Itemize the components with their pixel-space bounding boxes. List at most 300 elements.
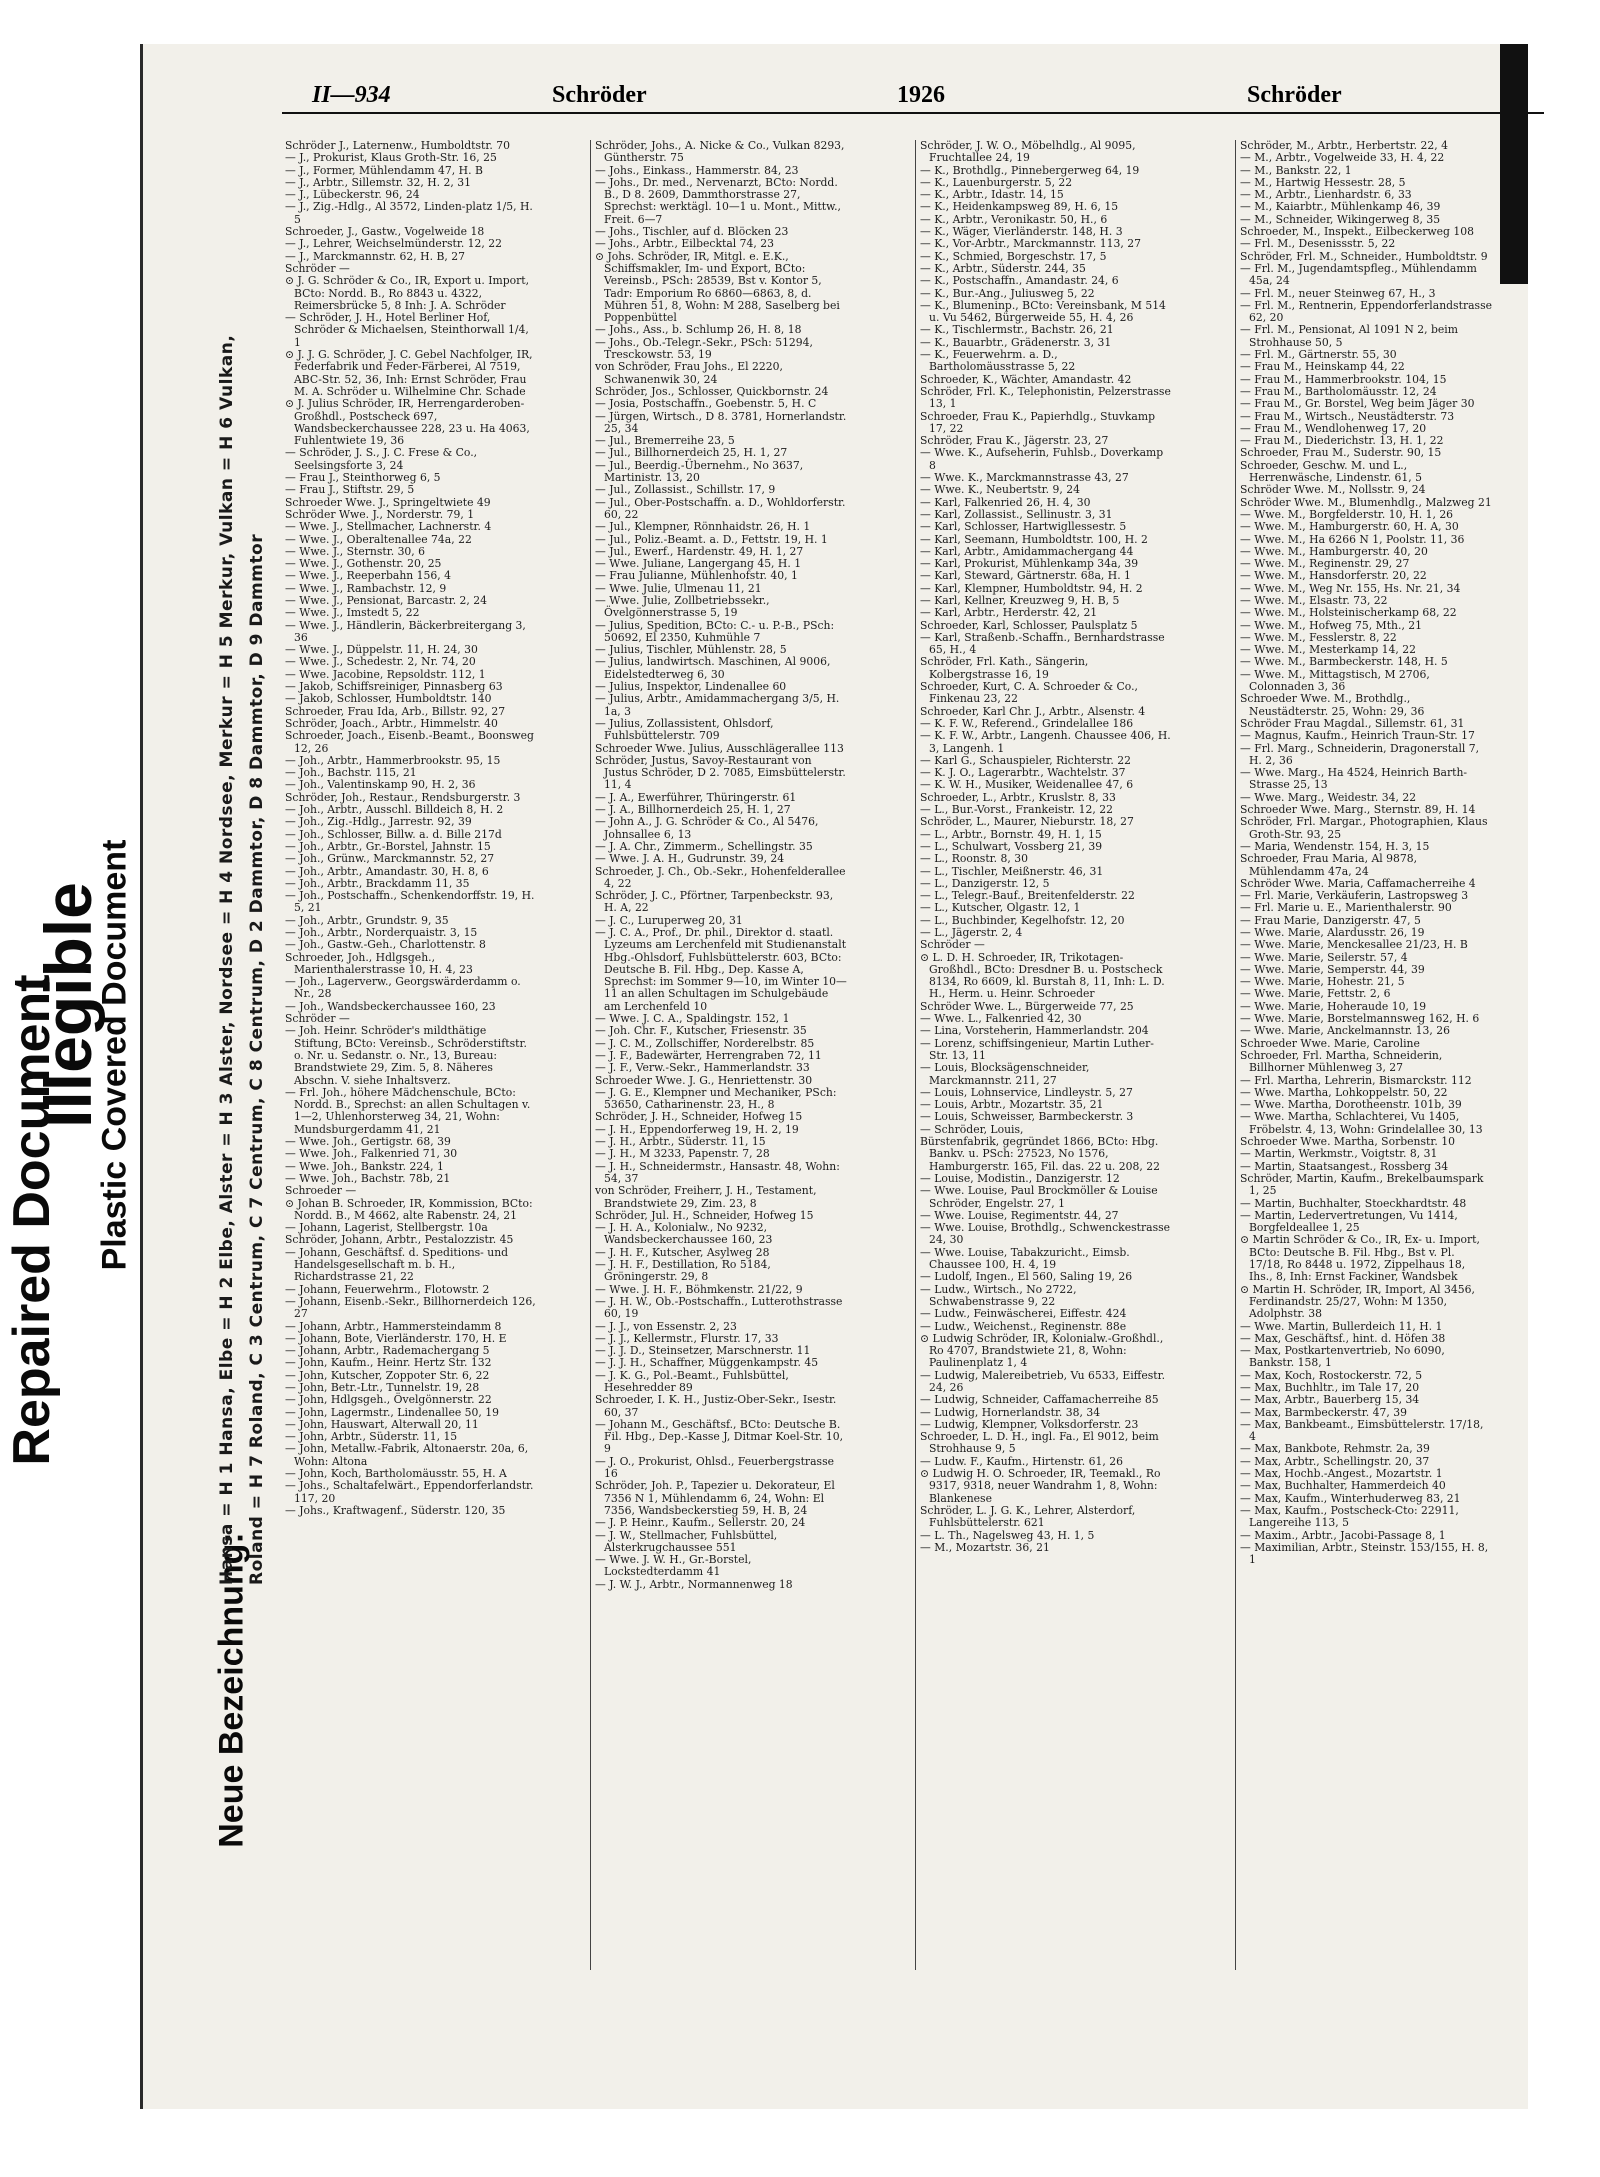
header-right-title: Schröder	[1247, 82, 1342, 108]
directory-entry: Schröder, Joh., Restaur., Rendsburgerstr. 3	[285, 790, 521, 804]
directory-entry: Schroeder Wwe. M., Brothdlg., Neustädterstr. 25, Wohn: 29, 36	[1240, 692, 1425, 718]
directory-entry: — Frl. Marg., Schneiderin, Dragonerstall 7, H. 2, 36	[1240, 741, 1480, 767]
directory-entry: Schröder, Jul. H., Schneider, Hofweg 15	[595, 1208, 814, 1222]
directory-entry: — Karl, Seemann, Humboldtstr. 100, H. 2	[920, 532, 1148, 546]
directory-entry: — Karl, Kellner, Kreuzweg 9, H. B, 5	[920, 593, 1120, 607]
directory-entry: — Joh., Gastw.-Geh., Charlottenstr. 8	[285, 938, 486, 952]
directory-entry: — Julius, Inspektor, Lindenallee 60	[595, 680, 787, 694]
directory-entry: — Wwe. M., Borgfelderstr. 10, H. 1, 26	[1240, 507, 1454, 521]
directory-entry: — K., Arbtr., Idastr. 14, 15	[920, 188, 1064, 202]
directory-entry: — L., Bur.-Vorst., Frankeistr. 12, 22	[920, 803, 1113, 817]
directory-entry: ⊙ Johan B. Schroeder, IR, Kommission, BCto: Nordd. B., M 4662, alte Rabenstr. 24, 21	[285, 1196, 533, 1222]
directory-entry: — Wwe. Marie, Semperstr. 44, 39	[1240, 962, 1425, 976]
directory-entry: — Wwe. M., Hamburgerstr. 40, 20	[1240, 544, 1428, 558]
directory-entry: — J. J., von Essenstr. 2, 23	[595, 1319, 737, 1333]
directory-entry: — J. J. D., Steinsetzer, Marschnerstr. 11	[595, 1344, 811, 1358]
page-header	[282, 82, 1544, 114]
directory-entry: — Frl. M., Desenissstr. 5, 22	[1240, 237, 1396, 251]
directory-entry: Schröder Frau Magdal., Sillemstr. 61, 31	[1240, 716, 1465, 730]
directory-entry: — Frau J., Stiftstr. 29, 5	[285, 483, 415, 497]
directory-entry: — M., Hartwig Hessestr. 28, 5	[1240, 175, 1406, 189]
directory-entry: — Wwe. J., Imstedt 5, 22	[285, 606, 420, 620]
directory-entry: — Wwe. M., Fesslerstr. 8, 22	[1240, 630, 1397, 644]
directory-entry: — Wwe. Louise, Brothdlg., Schwenckestrasse 24, 30	[920, 1221, 1171, 1247]
directory-entry: — Schröder, J. H., Hotel Berliner Hof, Schröder & Michaelsen, Steinthorwall 1/4, 1	[285, 311, 529, 349]
directory-entry: — Wwe. Marie, Fettstr. 2, 6	[1240, 987, 1391, 1001]
directory-entry: — J. O., Prokurist, Ohlsd., Feuerbergstrasse 16	[595, 1454, 835, 1481]
directory-entry: — Louis, Schweisser, Barmbeckerstr. 3	[920, 1110, 1134, 1124]
directory-entry: — K., Feuerwehrm. a. D., Bartholomäusstrasse 5, 22	[920, 348, 1076, 374]
directory-entry: — Wwe. M., Hamburgerstr. 60, H. A, 30	[1240, 520, 1459, 534]
directory-entry: ⊙ Johs. Schröder, IR, Mitgl. e. E.K., Schiffsmakler, Im- und Export, BCto: Vereinsb., PSch: 28539, Bst v. Kontor 5, Tadr: Emporium Ro 6860—6863, 8, d. Mühren 51, 8, Wohn: M 288, Saselberg bei Poppenbüttel	[595, 249, 840, 325]
directory-entry: — Ludwig, Klempner, Volksdorferstr. 23	[920, 1417, 1139, 1431]
directory-entry: — Josia, Postschaffn., Goebenstr. 5, H. C	[595, 397, 817, 411]
directory-entry: — Wwe. J., Düppelstr. 11, H. 24, 30	[285, 643, 478, 657]
directory-entry: — Max, Buchhltr., im Tale 17, 20	[1240, 1380, 1420, 1394]
directory-entry: — Wwe. M., Ha 6266 N 1, Poolstr. 11, 36	[1240, 532, 1465, 546]
directory-entry: ⊙ J. J. G. Schröder, J. C. Gebel Nachfolger, IR, Federfabrik und Feder-Färberei, Al 7519, ABC-Str. 52, 36, Inh: Ernst Schröder, Frau M. A. Schröder u. Wilhelmine Chr. Schade	[285, 348, 533, 398]
directory-entry: — J. W., Stellmacher, Fuhlsbüttel, Alsterkrugchaussee 551	[595, 1528, 778, 1554]
directory-entry: — Wwe. J., Gothenstr. 20, 25	[285, 557, 442, 571]
directory-entry: — Frl. Joh., höhere Mädchenschule, BCto: Nordd. B., Sprechst: an allen Schultagen v. 1—2, Uhlenhorsterweg 34, 21, Wohn: Mundsburgerdamm 41, 21	[285, 1085, 531, 1136]
directory-entry: Schroeder, Kurt, C. A. Schroeder & Co., Finkenau 23, 22	[920, 680, 1138, 706]
directory-column-3	[920, 140, 1172, 1975]
directory-entry: Schroeder, Frau K., Papierhdlg., Stuvkamp 17, 22	[920, 409, 1156, 435]
directory-entry: — Wwe. Jacobine, Repsoldstr. 112, 1	[285, 667, 486, 681]
directory-entry: Schröder Wwe. M., Nollsstr. 9, 24	[1240, 483, 1426, 497]
directory-entry: Schröder, Johs., A. Nicke & Co., Vulkan 8293, Güntherstr. 75	[595, 140, 845, 165]
directory-entry: — Wwe. Marie, Menckesallee 21/23, H. B	[1240, 938, 1468, 952]
directory-entry: — Wwe. Louise, Regimentstr. 44, 27	[920, 1208, 1119, 1222]
directory-entry: — Johs., Einkass., Hammerstr. 84, 23	[595, 163, 799, 177]
directory-entry: — Lorenz, schiffsingenieur, Martin Luther-Str. 13, 11	[920, 1036, 1154, 1062]
directory-entry: — J. H., Schneidermstr., Hansastr. 48, Wohn: 54, 37	[595, 1159, 840, 1185]
directory-column-2	[595, 140, 847, 1975]
directory-entry: Schröder, Frl. M., Schneider., Humboldtstr. 9	[1240, 249, 1488, 263]
directory-entry: — Louise, Modistin., Danzigerstr. 12	[920, 1171, 1120, 1185]
directory-entry: — J. A., Billhornerdeich 25, H. 1, 27	[595, 803, 791, 817]
directory-entry: — Schröder, J. S., J. C. Frese & Co., Seelsingsforte 3, 24	[285, 446, 478, 472]
directory-entry: — K., Lauenburgerstr. 5, 22	[920, 175, 1073, 189]
directory-entry: — Joh., Arbtr., Amandastr. 30, H. 8, 6	[285, 864, 489, 878]
directory-entry: — Frau Marie, Danzigerstr. 47, 5	[1240, 913, 1421, 927]
directory-entry: — Max, Bankbeamt., Eimsbüttelerstr. 17/18, 4	[1240, 1417, 1484, 1444]
directory-entry: Schroeder, Karl Chr. J., Arbtr., Alsenstr. 4	[920, 704, 1146, 718]
page-number: II—934	[312, 82, 391, 108]
directory-entry: Schröder, J. H., Schneider, Hofweg 15	[595, 1110, 803, 1124]
directory-entry: — Wwe. Julie, Zollbetriebssekr., Övelgönnerstrasse 5, 19	[595, 593, 770, 620]
directory-entry: — J. F., Verw.-Sekr., Hammerlandstr. 33	[595, 1061, 810, 1075]
directory-entry: — Julius, Arbtr., Amidammachergang 3/5, H. 1a, 3	[595, 692, 840, 718]
directory-entry: — J., Zig.-Hdlg., Al 3572, Linden-platz 1/5, H. 5	[285, 200, 533, 226]
directory-entry: — K., Bur.-Ang., Juliusweg 5, 22	[920, 286, 1095, 300]
directory-entry: Schroeder Wwe. Julius, Ausschlägerallee 113	[595, 741, 844, 755]
directory-entry: — Karl, Steward, Gärtnerstr. 68a, H. 1	[920, 569, 1131, 583]
directory-entry: Schroeder, J. Ch., Ob.-Sekr., Hohenfelderallee 4, 22	[595, 864, 846, 890]
directory-entry: — Ludwig, Schneider, Caffamacherreihe 85	[920, 1393, 1159, 1407]
directory-entry: — Wwe. K., Marckmannstrasse 43, 27	[920, 471, 1129, 485]
directory-entry: — K., Arbtr., Süderstr. 244, 35	[920, 261, 1086, 275]
directory-entry: — M., Mozartstr. 36, 21	[920, 1540, 1050, 1554]
directory-entry: — M., Schneider, Wikingerweg 8, 35	[1240, 212, 1441, 226]
directory-entry: — K., Heidenkampsweg 89, H. 6, 15	[920, 200, 1119, 214]
directory-entry: — Wwe. Joh., Gertigstr. 68, 39	[285, 1135, 451, 1149]
directory-entry: — J. J., Kellermstr., Flurstr. 17, 33	[595, 1331, 779, 1345]
directory-entry: — J. P. Heinr., Kaufm., Sellerstr. 20, 24	[595, 1516, 806, 1530]
directory-entry: ⊙ L. D. H. Schroeder, IR, Trikotagen-Großhdl., BCto: Dresdner B. u. Postscheck 8134, Ro 6609, kl. Burstah 8, 11, Inh: L. D. H., Herm. u. Heinr. Schroeder	[920, 950, 1165, 1001]
directory-entry: Schroeder, L., Arbtr., Kruslstr. 8, 33	[920, 790, 1116, 804]
directory-entry: Schroeder Wwe. Martha, Sorbenstr. 10	[1240, 1135, 1455, 1149]
directory-entry: — Wwe. Marie, Borstelmannsweg 162, H. 6	[1240, 1012, 1480, 1026]
directory-entry: — K., Blumeninp., BCto: Vereinsbank, M 514 u. Vu 5462, Bürgerweide 55, H. 4, 26	[920, 298, 1166, 325]
directory-entry: — John, Koch, Bartholomäusstr. 55, H. A	[285, 1467, 507, 1481]
directory-entry: Schröder, M., Arbtr., Herbertstr. 22, 4	[1240, 140, 1448, 152]
directory-entry: — Ludwig, Hornerlandstr. 38, 34	[920, 1405, 1101, 1419]
directory-entry: Schroeder, Geschw. M. und L., Herrenwäsche, Lindenstr. 61, 5	[1240, 458, 1422, 485]
directory-entry: — Joh., Arbtr., Brackdamm 11, 35	[285, 876, 470, 890]
directory-entry: Schröder, L. J. G. K., Lehrer, Alsterdorf, Fuhlsbüttelerstr. 621	[920, 1503, 1136, 1530]
directory-entry: — Jürgen, Wirtsch., D 8. 3781, Hornerlandstr. 25, 34	[595, 409, 847, 435]
directory-entry: — Jul., Bremerreihe 23, 5	[595, 434, 735, 448]
directory-entry: — Johann, Arbtr., Rademachergang 5	[285, 1344, 490, 1358]
directory-entry: — L., Arbtr., Bornstr. 49, H. 1, 15	[920, 827, 1102, 841]
directory-entry: — Jul., Ewerf., Hardenstr. 49, H. 1, 27	[595, 544, 804, 558]
directory-entry: — Joh. Chr. F., Kutscher, Friesenstr. 35	[595, 1024, 807, 1038]
directory-entry: — J. C. M., Zollschiffer, Norderelbstr. 85	[595, 1036, 815, 1050]
directory-entry: — Wwe. J. W. H., Gr.-Borstel, Lockstedterdamm 41	[595, 1553, 752, 1579]
directory-entry: — L., Buchbinder, Kegelhofstr. 12, 20	[920, 913, 1125, 927]
directory-entry: Schröder —	[285, 261, 350, 275]
directory-entry: — K. F. W., Referend., Grindelallee 186	[920, 716, 1134, 730]
directory-entry: — K. W. H., Musiker, Weidenallee 47, 6	[920, 778, 1134, 792]
directory-entry: — J. C., Luruperweg 20, 31	[595, 913, 743, 927]
directory-entry: — Frau Julianne, Mühlenhofstr. 40, 1	[595, 569, 798, 583]
directory-entry: — J., Former, Mühlendamm 47, H. B	[285, 163, 483, 177]
directory-entry: Schroeder, Joach., Eisenb.-Beamt., Boonsweg 12, 26	[285, 729, 534, 755]
directory-entry: — K., Arbtr., Veronikastr. 50, H., 6	[920, 212, 1108, 226]
directory-entry: — Johs., Arbtr., Eilbecktal 74, 23	[595, 237, 775, 251]
directory-entry: — Joh., Bachstr. 115, 21	[285, 766, 417, 780]
directory-entry: — Julius, landwirtsch. Maschinen, Al 9006, Eidelstedterweg 6, 30	[595, 655, 831, 681]
directory-entry: — John A., J. G. Schröder & Co., Al 5476, Johnsallee 6, 13	[595, 815, 819, 841]
directory-entry: — John, Hdlgsgeh., Övelgönnerstr. 22	[285, 1393, 492, 1407]
directory-entry: — Wwe. M., Holsteinischerkamp 68, 22	[1240, 606, 1457, 620]
directory-entry: — Max, Barmbeckerstr. 47, 39	[1240, 1405, 1407, 1419]
district-legend-2	[247, 533, 277, 1585]
directory-entry: — Jul., Billhornerdeich 25, H. 1, 27	[595, 446, 788, 460]
directory-entry: — John, Lagermstr., Lindenallee 50, 19	[285, 1405, 500, 1419]
directory-entry: Schröder Wwe. L., Bürgerweide 77, 25	[920, 999, 1134, 1013]
directory-entry: — Frl. M., neuer Steinweg 67, H., 3	[1240, 286, 1436, 300]
directory-entry: — Frau M., Wendlohenweg 17, 20	[1240, 421, 1427, 435]
directory-entry: Schröder, Frau K., Jägerstr. 23, 27	[920, 434, 1109, 448]
column-divider	[915, 140, 916, 1970]
directory-entry: — Wwe. M., Weg Nr. 155, Hs. Nr. 21, 34	[1240, 581, 1461, 595]
directory-entry: — Johann, Geschäftsf. d. Speditions- und Handelsgesellschaft m. b. H., Richardstrasse 21, 22	[285, 1245, 509, 1284]
directory-entry: — Max, Kaufm., Postscheck-Cto: 22911, Langereihe 113, 5	[1240, 1503, 1459, 1530]
directory-entry: — Wwe. J. C. A., Spaldingstr. 152, 1	[595, 1012, 790, 1026]
directory-entry: — Karl G., Schauspieler, Richterstr. 22	[920, 753, 1132, 767]
directory-entry: — Max, Koch, Rostockerstr. 72, 5	[1240, 1368, 1423, 1382]
directory-entry: Schröder J., Laternenw., Humboldtstr. 70	[285, 140, 510, 152]
directory-entry: — John, Hauswart, Alterwall 20, 11	[285, 1417, 479, 1431]
directory-entry: — Wwe. M., Mittagstisch, M 2706, Colonnaden 3, 36	[1240, 667, 1430, 694]
directory-entry: — L., Kutscher, Olgastr. 12, 1	[920, 901, 1081, 915]
directory-entry: — M., Kaiarbtr., Mühlenkamp 46, 39	[1240, 200, 1441, 214]
directory-entry: — Louis, Blocksägenschneider, Marckmannstr. 211, 27	[920, 1061, 1090, 1087]
directory-entry: — K., Postschaffn., Amandastr. 24, 6	[920, 274, 1119, 288]
directory-entry: — Wwe. J., Stellmacher, Lachnerstr. 4	[285, 520, 492, 534]
directory-entry: — Frl. Martha, Lehrerin, Bismarckstr. 112	[1240, 1073, 1472, 1087]
directory-entry: Schröder, Jos., Schlosser, Quickbornstr. 24	[595, 384, 829, 398]
directory-entry: — Joh., Arbtr., Gr.-Borstel, Jahnstr. 15	[285, 839, 491, 853]
directory-entry: — Joh., Wandsbeckerchaussee 160, 23	[285, 999, 496, 1013]
directory-entry: — Johann M., Geschäftsf., BCto: Deutsche B. Fil. Hbg., Dep.-Kasse J, Ditmar Koel-Str. 10, 9	[595, 1417, 844, 1456]
directory-entry: — Johann, Bote, Vierländerstr. 170, H. E	[285, 1331, 507, 1345]
directory-entry: — Joh., Valentinskamp 90, H. 2, 36	[285, 778, 476, 792]
directory-entry: — Karl, Zollassist., Sellinustr. 3, 31	[920, 507, 1113, 521]
directory-entry: — Wwe. J., Rambachstr. 12, 9	[285, 581, 447, 595]
directory-entry: Schroeder, K., Wächter, Amandastr. 42	[920, 372, 1132, 386]
directory-entry: Schroeder —	[285, 1184, 357, 1198]
directory-entry: — J. H. A., Kolonialw., No 9232, Wandsbeckerchaussee 160, 23	[595, 1221, 773, 1247]
directory-entry: — Frl. M., Gärtnerstr. 55, 30	[1240, 348, 1397, 362]
directory-entry: — Wwe. J. A. H., Gudrunstr. 39, 24	[595, 852, 785, 866]
directory-entry: — J. A. Chr., Zimmerm., Schellingstr. 35	[595, 839, 813, 853]
directory-entry: — K., Vor-Arbtr., Marckmannstr. 113, 27	[920, 237, 1141, 251]
stamp-plastic-covered: Plastic Covered Document	[95, 839, 134, 1271]
directory-entry: — Johann, Eisenb.-Sekr., Billhornerdeich 126, 27	[285, 1294, 536, 1321]
directory-entry: — J. K. G., Pol.-Beamt., Fuhlsbüttel, Hesehredder 89	[595, 1368, 789, 1394]
directory-entry: — Frau J., Steinthorweg 6, 5	[285, 471, 441, 485]
directory-entry: — Wwe. Juliane, Langergang 45, H. 1	[595, 557, 802, 571]
directory-entry: — L. Th., Nagelsweg 43, H. 1, 5	[920, 1528, 1095, 1542]
directory-entry: — Wwe. J., Schedestr. 2, Nr. 74, 20	[285, 655, 476, 669]
directory-entry: — Wwe. Marg., Ha 4524, Heinrich Barth-Strasse 25, 13	[1240, 766, 1468, 792]
directory-entry: — John, Kaufm., Heinr. Hertz Str. 132	[285, 1356, 492, 1370]
directory-entry: — Frau M., Hammerbrookstr. 104, 15	[1240, 372, 1447, 386]
directory-entry: — Johs., Tischler, auf d. Blöcken 23	[595, 225, 789, 239]
directory-entry: Schroeder, Karl, Schlosser, Paulsplatz 5	[920, 618, 1138, 632]
directory-entry: — Wwe. Marie, Hoheraude 10, 19	[1240, 999, 1427, 1013]
directory-entry: — J. H. F., Destillation, Ro 5184, Gröningerstr. 29, 8	[595, 1258, 771, 1284]
directory-entry: — L., Telegr.-Bauf., Breitenfelderstr. 22	[920, 889, 1135, 903]
directory-entry: — Wwe. J., Reeperbahn 156, 4	[285, 569, 452, 583]
directory-entry: — J. C. A., Prof., Dr. phil., Direktor d. staatl. Lyzeums am Lerchenfeld mit Studienanstalt Hbg.-Ohlsdorf, Fuhlsbüttelerstr. 603, BCto: Deutsche B. Fil. Hbg., Dep. Kasse A, Sprechst: im Sommer 9—10, im Winter 10—11 an allen Schultagen im Schulgebäude am Lerchenfeld 10	[595, 926, 847, 1013]
directory-entry: — John, Arbtr., Süderstr. 11, 15	[285, 1430, 458, 1444]
directory-entry: ⊙ Ludwig H. O. Schroeder, IR, Teemakl., Ro 9317, 9318, neuer Wandrahm 1, 8, Wohn: Blankenese	[920, 1467, 1161, 1505]
directory-entry: — Frl. M., Jugendamtspfleg., Mühlendamm 45a, 24	[1240, 261, 1477, 288]
column-divider	[1235, 140, 1236, 1970]
directory-entry: — Wwe. Marie, Seilerstr. 57, 4	[1240, 950, 1408, 964]
directory-entry: Schröder, Justus, Savoy-Restaurant von Justus Schröder, D 2. 7085, Eimsbüttelerstr. 11, 4	[595, 753, 846, 792]
directory-entry: Schröder, L., Maurer, Nieburstr. 18, 27	[920, 815, 1134, 829]
directory-entry: Schröder, J. C., Pförtner, Tarpenbeckstr. 93, H. A, 22	[595, 889, 834, 915]
directory-entry: Schroeder, I. K. H., Justiz-Ober-Sekr., Isestr. 60, 37	[595, 1393, 837, 1419]
directory-entry: — M., Arbtr., Lienhardstr. 6, 33	[1240, 188, 1412, 202]
directory-entry: — Ludw. F., Kaufm., Hirtenstr. 61, 26	[920, 1454, 1123, 1468]
directory-entry: — Joh. Heinr. Schröder's mildthätige Stiftung, BCto: Vereinsb., Schröderstiftstr. o. Nr. u. Sedanstr. o. Nr., 13, Bureau: Brandstwiete 29, Zim. 5, 8. Näheres Abschn. V. siehe Inhaltsverz.	[285, 1024, 527, 1087]
directory-entry: — Johs., Schaltafelwärt., Eppendorferlandstr. 117, 20	[285, 1479, 534, 1505]
directory-entry: — Frl. M., Pensionat, Al 1091 N 2, beim Strohhause 50, 5	[1240, 323, 1458, 349]
directory-entry: — Max, Bankbote, Rehmstr. 2a, 39	[1240, 1442, 1430, 1456]
directory-entry: Schroeder, J., Gastw., Vogelweide 18	[285, 225, 485, 239]
directory-entry: — Wwe. M., Mesterkamp 14, 22	[1240, 643, 1416, 657]
directory-entry: — Martin, Werkmstr., Voigtstr. 8, 31	[1240, 1147, 1438, 1161]
directory-entry: — Jul., Zollassist., Schillstr. 17, 9	[595, 483, 776, 497]
directory-entry: — Wwe. Joh., Bankstr. 224, 1	[285, 1159, 444, 1173]
directory-entry: — Wwe. L., Falkenried 42, 30	[920, 1012, 1082, 1026]
directory-entry: — M., Bankstr. 22, 1	[1240, 163, 1352, 177]
directory-entry: — Jul., Ober-Postschaffn. a. D., Wohldorferstr. 60, 22	[595, 495, 846, 521]
directory-entry: — L., Jägerstr. 2, 4	[920, 926, 1023, 939]
directory-entry: Schroeder Wwe. Marie, Caroline	[1240, 1036, 1420, 1050]
directory-entry: — K. F. W., Arbtr., Langenh. Chaussee 406, H. 3, Langenh. 1	[920, 729, 1171, 755]
directory-entry: — Karl, Klempner, Humboldtstr. 94, H. 2	[920, 581, 1143, 595]
directory-column-4	[1240, 140, 1492, 1975]
directory-entry: — J. G. E., Klempner und Mechaniker, PSch: 53650, Catharinenstr. 23, H., 8	[595, 1085, 837, 1112]
directory-entry: — J., Prokurist, Klaus Groth-Str. 16, 25	[285, 151, 497, 165]
directory-entry: — J. H., Arbtr., Süderstr. 11, 15	[595, 1135, 766, 1149]
directory-entry: — Max, Arbtr., Bauerberg 15, 34	[1240, 1393, 1420, 1407]
directory-entry: — Wwe. M., Reginenstr. 29, 27	[1240, 557, 1410, 571]
directory-entry: Schröder, Joh. P., Tapezier u. Dekorateur, El 7356 N 1, Mühlendamm 6, 24, Wohn: El 7356, Wandsbeckerstieg 59, H. B, 24	[595, 1479, 835, 1517]
directory-entry: — Wwe. Marie, Anckelmannstr. 13, 26	[1240, 1024, 1451, 1038]
directory-entry: — Wwe. J., Oberaltenallee 74a, 22	[285, 532, 472, 546]
directory-entry: — Martin, Buchhalter, Stoeckhardtstr. 48	[1240, 1196, 1467, 1210]
directory-entry: Schroeder Wwe. J., Springeltwiete 49	[285, 495, 491, 509]
directory-entry: — Wwe. M., Hofweg 75, Mth., 21	[1240, 618, 1423, 632]
directory-entry: — Wwe. Marie, Hohestr. 21, 5	[1240, 975, 1405, 989]
directory-entry: Schroeder, L. D. H., ingl. Fa., El 9012, beim Strohhause 9, 5	[920, 1430, 1159, 1456]
directory-entry: Schroeder Wwe. Marg., Sternstr. 89, H. 14	[1240, 803, 1476, 817]
directory-entry: — Ludwig, Malereibetrieb, Vu 6533, Eiffestr. 24, 26	[920, 1368, 1166, 1394]
directory-entry: — Maria, Wendenstr. 154, H. 3, 15	[1240, 839, 1430, 853]
stamp-neue-bezeichnung: Neue Bezeichnung:	[212, 1532, 251, 1848]
directory-entry: ⊙ J. Julius Schröder, IR, Herrengarderoben-Großhdl., Postscheck 697, Wandsbeckerchaussee 228, 23 u. Ha 4063, Fuhlentwiete 19, 36	[285, 397, 530, 448]
directory-entry: von Schröder, Freiherr, J. H., Testament, Brandstwiete 29, Zim. 23, 8	[595, 1184, 817, 1210]
directory-entry: — Wwe. Louise, Paul Brockmöller & Louise Schröder, Engelstr. 27, 1	[920, 1184, 1158, 1210]
directory-entry: — Johs., Kraftwagenf., Süderstr. 120, 35	[285, 1503, 506, 1517]
directory-entry: — Magnus, Kaufm., Heinrich Traun-Str. 17	[1240, 729, 1475, 743]
directory-entry: — K., Wäger, Vierländerstr. 148, H. 3	[920, 225, 1123, 239]
directory-entry: — Wwe. J., Pensionat, Barcastr. 2, 24	[285, 593, 488, 607]
scan-edge-strip	[1500, 44, 1528, 284]
directory-entry: Schröder, J. W. O., Möbelhdlg., Al 9095, Fruchtallee 24, 19	[920, 140, 1136, 165]
directory-entry: — Wwe. Martin, Bullerdeich 11, H. 1	[1240, 1319, 1443, 1333]
directory-entry: Schröder, Frl. Kath., Sängerin, Kolbergstrasse 16, 19	[920, 655, 1089, 681]
directory-entry: Schroeder Wwe. J. G., Henriettenstr. 30	[595, 1073, 813, 1087]
directory-entry: Schröder Wwe. J., Norderstr. 79, 1	[285, 507, 475, 521]
directory-entry: — Jul., Poliz.-Beamt. a. D., Fettstr. 19, H. 1	[595, 532, 828, 546]
directory-entry: — J., Lübeckerstr. 96, 24	[285, 188, 420, 202]
directory-entry: — L., Schulwart, Vossberg 21, 39	[920, 839, 1103, 853]
directory-entry: — Max, Geschäftsf., hint. d. Höfen 38	[1240, 1331, 1446, 1345]
directory-entry: — Johs., Ob.-Telegr.-Sekr., PSch: 51294, Tresckowstr. 53, 19	[595, 335, 813, 362]
district-legend	[217, 334, 247, 1585]
directory-entry: ⊙ J. G. Schröder & Co., IR, Export u. Import, BCto: Nordd. B., Ro 8843 u. 4322, Reimersbrücke 5, 8 Inh: J. A. Schröder	[285, 274, 530, 312]
directory-entry: — Frau M., Diederichstr. 13, H. 1, 22	[1240, 434, 1444, 448]
directory-entry: — Julius, Tischler, Mühlenstr. 28, 5	[595, 643, 787, 657]
directory-entry: — J. H. F., Kutscher, Asylweg 28	[595, 1245, 770, 1259]
directory-entry: — Wwe. K., Aufseherin, Fuhlsb., Doverkamp 8	[920, 446, 1164, 472]
directory-entry: — Maxim., Arbtr., Jacobi-Passage 8, 1	[1240, 1528, 1446, 1542]
directory-entry: — J., Marckmannstr. 62, H. B, 27	[285, 249, 465, 263]
directory-entry: — Frl. M., Rentnerin, Eppendorferlandstrasse 62, 20	[1240, 298, 1492, 325]
directory-entry: — K., Schmied, Borgeschstr. 17, 5	[920, 249, 1107, 263]
directory-entry: — Wwe. M., Elsastr. 73, 22	[1240, 593, 1388, 607]
directory-entry: — Wwe. J., Sternstr. 30, 6	[285, 544, 426, 558]
directory-entry: — J. H. W., Ob.-Postschaffn., Lutterothstrasse 60, 19	[595, 1294, 843, 1321]
directory-entry: — Wwe. Marie, Alardusstr. 26, 19	[1240, 926, 1425, 939]
directory-entry: Schroeder, M., Inspekt., Eilbeckerweg 108	[1240, 225, 1474, 239]
directory-column-1	[285, 140, 537, 1975]
directory-entry: — L., Roonstr. 8, 30	[920, 852, 1028, 866]
directory-entry: — Frl. Marie, Verkäuferin, Lastropsweg 3	[1240, 889, 1469, 903]
directory-entry: — John, Kutscher, Zoppoter Str. 6, 22	[285, 1368, 490, 1382]
directory-entry: — Joh., Zig.-Hdlg., Jarrestr. 92, 39	[285, 815, 472, 829]
directory-entry: — Ludw., Wirtsch., No 2722, Schwabenstrasse 9, 22	[920, 1282, 1077, 1308]
directory-entry: — Louis, Arbtr., Mozartstr. 35, 21	[920, 1098, 1104, 1112]
directory-entry: — Joh., Schlosser, Billw. a. d. Bille 217d	[285, 827, 502, 841]
directory-entry: — Johann, Lagerist, Stellbergstr. 10a	[285, 1221, 488, 1235]
directory-entry: — L., Tischler, Meißnerstr. 46, 31	[920, 864, 1104, 878]
directory-entry: — J. F., Badewärter, Herrengraben 72, 11	[595, 1048, 822, 1062]
directory-entry: — K. J. O., Lagerarbtr., Wachtelstr. 37	[920, 766, 1126, 780]
directory-entry: — Karl, Arbtr., Herderstr. 42, 21	[920, 606, 1098, 620]
directory-entry: — Frau M., Wirtsch., Neustädterstr. 73	[1240, 409, 1455, 423]
directory-entry: — Wwe. Martha, Dorotheenstr. 101b, 39	[1240, 1098, 1462, 1112]
directory-entry: Schroeder, Joh., Hdlgsgeh., Marienthalerstrasse 10, H. 4, 23	[285, 950, 473, 976]
directory-entry: — Wwe. Joh., Falkenried 71, 30	[285, 1147, 458, 1161]
header-left-title: Schröder	[552, 82, 647, 108]
directory-entry: — Frau M., Bartholomäusstr. 12, 24	[1240, 384, 1437, 398]
directory-entry: Schröder Wwe. Maria, Caffamacherreihe 4	[1240, 876, 1476, 890]
directory-entry: — Schröder, Louis,	[920, 1122, 1024, 1136]
directory-entry: — Frau M., Gr. Borstel, Weg beim Jäger 30	[1240, 397, 1475, 411]
directory-entry: — John, Betr.-Ltr., Tunnelstr. 19, 28	[285, 1380, 480, 1394]
directory-entry: Schröder, Johann, Arbtr., Pestalozzistr. 45	[285, 1233, 514, 1247]
directory-entry: — J. H., Eppendorferweg 19, H. 2, 19	[595, 1122, 799, 1136]
directory-entry: — Wwe. M., Barmbeckerstr. 148, H. 5	[1240, 655, 1448, 669]
directory-entry: — Jul., Beerdig.-Übernehm., No 3637, Martinistr. 13, 20	[595, 458, 804, 485]
directory-entry: von Schröder, Frau Johs., El 2220, Schwanenwik 30, 24	[595, 360, 783, 386]
stamp-repaired-document: Repaired Document	[3, 974, 61, 1466]
directory-entry: — Wwe. J. H. F., Böhmkenstr. 21/22, 9	[595, 1282, 803, 1296]
directory-entry: — Karl, Prokurist, Mühlenkamp 34a, 39	[920, 557, 1139, 571]
directory-entry: — K., Bauarbtr., Grädenerstr. 3, 31	[920, 335, 1112, 349]
directory-entry: — Frau M., Heinskamp 44, 22	[1240, 360, 1405, 374]
directory-entry: — Jul., Klempner, Rönnhaidstr. 26, H. 1	[595, 520, 811, 534]
directory-entry: ⊙ Ludwig Schröder, IR, Kolonialw.-Großhdl., Ro 4707, Brandstwiete 21, 8, Wohn: Paulinenplatz 1, 4	[920, 1331, 1164, 1370]
directory-entry: — Joh., Postschaffn., Schenkendorffstr. 19, H. 5, 21	[285, 889, 535, 915]
directory-entry: — Wwe. K., Neubertstr. 9, 24	[920, 483, 1080, 497]
directory-entry: — J. H., M 3233, Papenstr. 7, 28	[595, 1147, 770, 1161]
directory-entry: Schroeder, Frau Ida, Arb., Billstr. 92, 27	[285, 704, 506, 718]
directory-entry: Schröder —	[920, 938, 985, 952]
directory-entry: — Lina, Vorsteherin, Hammerlandstr. 204	[920, 1024, 1149, 1038]
directory-entry: — Max, Hochb.-Angest., Mozartstr. 1	[1240, 1467, 1443, 1481]
directory-entry: — Wwe. Martha, Lohkoppelstr. 50, 22	[1240, 1085, 1448, 1099]
directory-entry: — Martin, Ledervertretungen, Vu 1414, Borgfeldeallee 1, 25	[1240, 1208, 1458, 1235]
directory-entry: — Maximilian, Arbtr., Steinstr. 153/155, H. 8, 1	[1240, 1540, 1489, 1567]
directory-entry: — Joh., Grünw., Marckmannstr. 52, 27	[285, 852, 495, 866]
stamp-illegible: Illegible	[31, 882, 105, 1128]
directory-entry: — Martin, Staatsangest., Rossberg 34	[1240, 1159, 1449, 1173]
directory-entry: — Wwe. M., Hansdorferstr. 20, 22	[1240, 569, 1427, 583]
directory-entry: Schroeder, Frl. Martha, Schneiderin, Billhorner Mühlenweg 3, 27	[1240, 1048, 1443, 1075]
directory-entry: — Joh., Arbtr., Ausschl. Billdeich 8, H. 2	[285, 803, 504, 817]
